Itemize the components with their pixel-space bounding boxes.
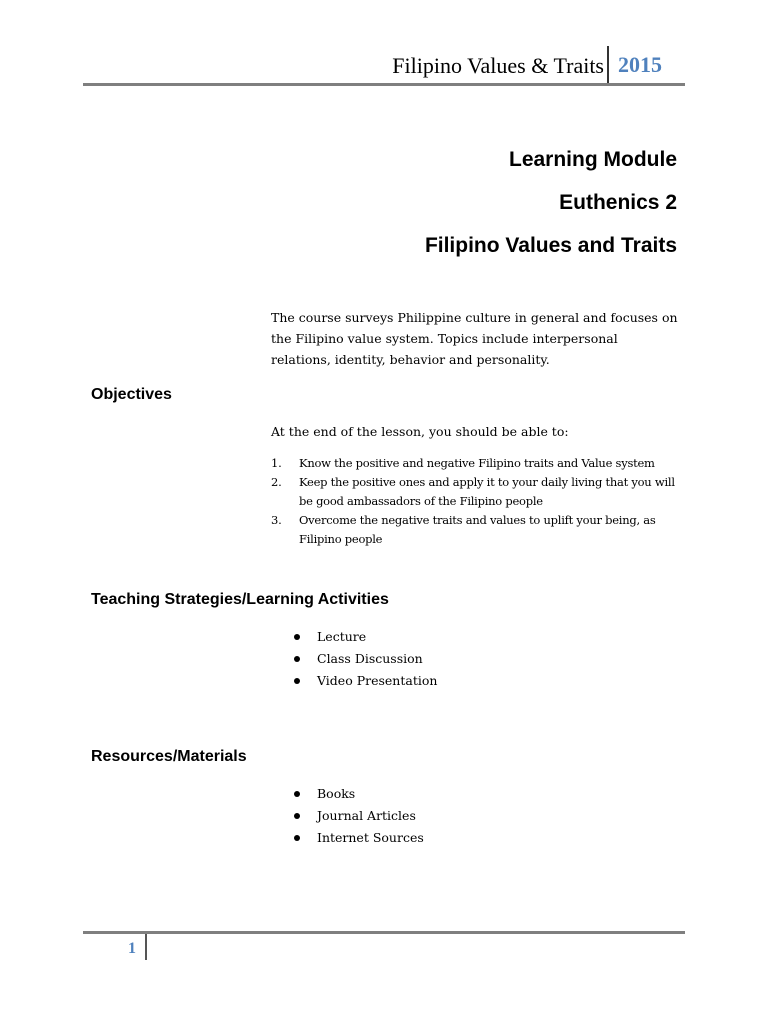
objective-number: 3. — [271, 513, 282, 527]
topic-title: Filipino Values and Traits — [424, 234, 677, 257]
objectives-lead: At the end of the lesson, you should be able to: — [271, 424, 569, 439]
page-number: 1 — [128, 940, 136, 957]
list-item — [294, 670, 437, 692]
objective-item — [271, 473, 681, 511]
list-item — [294, 827, 424, 849]
objectives-heading: Objectives — [91, 386, 172, 403]
resources-list — [294, 783, 424, 849]
list-item — [294, 648, 437, 670]
course-title: Euthenics 2 — [559, 191, 677, 214]
footer-rule — [83, 931, 685, 934]
footer-divider — [145, 934, 147, 960]
objective-text: Overcome the negative traits and values to uplift your being, as Filipino people — [299, 513, 656, 546]
bullet-icon — [294, 656, 300, 662]
objective-text: Keep the positive ones and apply it to your daily living that you will be good ambassadors of the Filipino people — [299, 475, 675, 508]
course-description: The course surveys Philippine culture in general and focuses on the Filipino value system. Topics include interpersonal relations, identity, behavior and personality. — [271, 310, 678, 367]
list-item — [294, 626, 437, 648]
teaching-list — [294, 626, 437, 692]
header-title: Filipino Values & Traits — [392, 53, 604, 78]
bullet-icon — [294, 813, 300, 819]
resources-heading: Resources/Materials — [91, 748, 247, 765]
list-item-text: Class Discussion — [317, 651, 423, 666]
bullet-icon — [294, 835, 300, 841]
module-title: Learning Module — [509, 148, 677, 171]
objective-text: Know the positive and negative Filipino traits and Value system — [299, 456, 655, 470]
objective-item — [271, 454, 681, 473]
header-rule — [83, 83, 685, 86]
list-item-text: Lecture — [317, 629, 367, 644]
list-item — [294, 805, 424, 827]
objectives-list — [271, 454, 681, 549]
objective-number: 2. — [271, 475, 282, 489]
list-item-text: Video Presentation — [317, 673, 438, 688]
bullet-icon — [294, 678, 300, 684]
header-divider — [607, 46, 609, 84]
objective-item — [271, 511, 681, 549]
bullet-icon — [294, 634, 300, 640]
list-item-text: Internet Sources — [317, 830, 424, 845]
list-item-text: Journal Articles — [317, 808, 416, 823]
teaching-heading: Teaching Strategies/Learning Activities — [91, 591, 389, 608]
list-item-text: Books — [317, 786, 356, 801]
header-year: 2015 — [618, 52, 662, 77]
bullet-icon — [294, 791, 300, 797]
list-item — [294, 783, 424, 805]
objective-number: 1. — [271, 456, 282, 470]
